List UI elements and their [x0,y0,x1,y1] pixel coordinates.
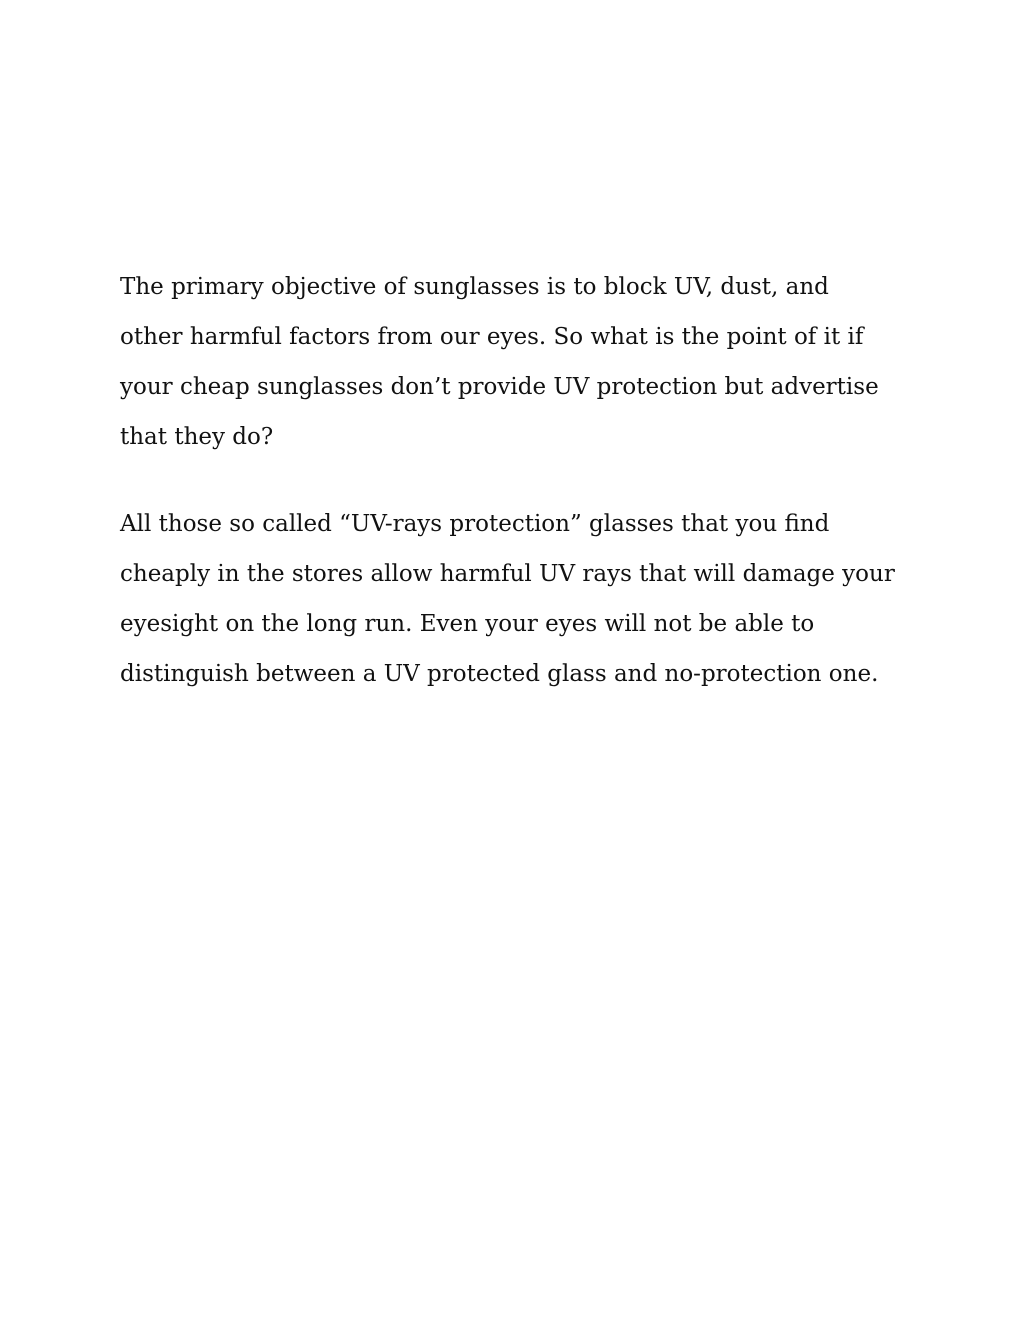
text-line: distinguish between a UV protected glass and no-protection one. [120,661,879,687]
paragraph-spacer [120,462,920,499]
document-body [120,262,920,699]
text-line: The primary objective of sunglasses is to block UV, dust, and [120,274,829,300]
text-line: eyesight on the long run. Even your eyes will not be able to [120,611,815,637]
text-line: All those so called “UV-rays protection” glasses that you find [120,511,830,537]
text-line: that they do? [120,424,274,450]
paragraph-uv-objective [120,262,920,462]
paragraph-cheap-glasses [120,499,920,699]
text-line: other harmful factors from our eyes. So what is the point of it if [120,324,864,350]
text-line: cheaply in the stores allow harmful UV rays that will damage your [120,561,895,587]
text-line: your cheap sunglasses don’t provide UV protection but advertise [120,374,879,400]
